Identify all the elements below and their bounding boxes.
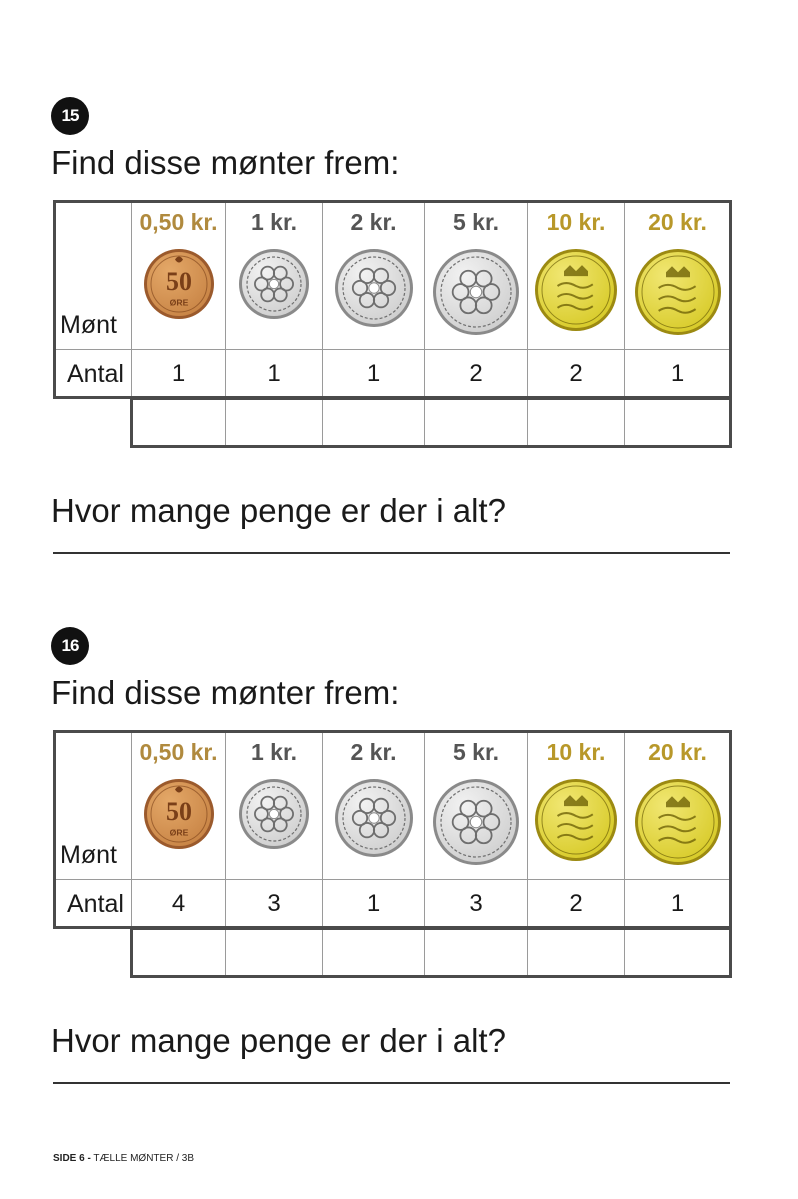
answer-line[interactable]: [53, 552, 730, 554]
denomination-label: 1 kr.: [250, 209, 298, 235]
footer-title: TÆLLE MØNTER / 3B: [93, 1153, 194, 1164]
answer-cell[interactable]: [625, 399, 731, 448]
denomination-label: 0,50 kr.: [139, 209, 218, 235]
coin-cell: [425, 731, 528, 880]
answer-cell[interactable]: [132, 929, 226, 978]
coin-count: 2: [528, 880, 625, 929]
silver-coin-icon: [334, 248, 414, 328]
coin-count: 2: [425, 350, 528, 399]
coin-count: 1: [625, 350, 731, 399]
coin-count: 1: [226, 350, 323, 399]
exercise-16: [0, 627, 798, 1097]
coin-count: 1: [132, 350, 226, 399]
silver-coin-icon: [432, 778, 520, 866]
answer-row: [54, 929, 731, 978]
answer-line[interactable]: [53, 1082, 730, 1084]
coin-count: 3: [226, 880, 323, 929]
answer-cell[interactable]: [132, 399, 226, 448]
gold-coin-icon: [634, 248, 722, 336]
coin-count: 1: [323, 350, 425, 399]
coin-row-label: Mønt: [60, 841, 117, 869]
gold-coin-icon: [534, 778, 618, 862]
coin-cell: [226, 731, 323, 880]
exercise-instruction: Find disse mønter frem:: [51, 674, 400, 711]
denomination-label: 5 kr.: [452, 739, 500, 765]
count-row: [54, 880, 731, 929]
coin-cell: [528, 731, 625, 880]
svg-text:50: 50: [165, 267, 192, 296]
answer-cell[interactable]: [528, 399, 625, 448]
denomination-label: 1 kr.: [250, 739, 298, 765]
coin-row: [54, 201, 731, 350]
exercise-number-badge: 16: [51, 627, 89, 665]
coin-table: [53, 730, 731, 978]
denomination-label: 10 kr.: [546, 739, 606, 765]
silver-coin-icon: [238, 778, 310, 850]
coin-cell: [625, 201, 731, 350]
denomination-label: 5 kr.: [452, 209, 500, 235]
gold-coin-icon: [534, 248, 618, 332]
exercise-instruction: Find disse mønter frem:: [51, 144, 400, 181]
coin-row-label: Mønt: [60, 311, 117, 339]
question-text: Hvor mange penge er der i alt?: [51, 1022, 506, 1059]
answer-cell[interactable]: [528, 929, 625, 978]
coin-count: 2: [528, 350, 625, 399]
answer-cell[interactable]: [226, 929, 323, 978]
svg-text:ØRE: ØRE: [169, 827, 188, 838]
page-footer: [53, 1153, 194, 1164]
denomination-label: 20 kr.: [648, 209, 707, 235]
exercise-number-badge: 15: [51, 97, 89, 135]
coin-count: 4: [132, 880, 226, 929]
silver-coin-icon: [334, 778, 414, 858]
answer-row: [54, 399, 731, 448]
coin-cell: [323, 731, 425, 880]
silver-coin-icon: [238, 248, 310, 320]
coin-cell: [132, 731, 226, 880]
answer-cell[interactable]: [323, 929, 425, 978]
coin-row: [54, 731, 731, 880]
coin-count: 1: [323, 880, 425, 929]
answer-cell[interactable]: [425, 929, 528, 978]
svg-text:ØRE: ØRE: [169, 297, 188, 308]
answer-cell[interactable]: [625, 929, 731, 978]
coin-cell: [226, 201, 323, 350]
answer-cell[interactable]: [226, 399, 323, 448]
copper-coin-icon: [143, 248, 215, 320]
svg-text:50: 50: [165, 797, 192, 826]
answer-cell[interactable]: [425, 399, 528, 448]
coin-cell: [625, 731, 731, 880]
footer-page-number: SIDE 6 -: [53, 1153, 91, 1164]
coin-cell: [425, 201, 528, 350]
copper-coin-icon: [143, 778, 215, 850]
denomination-label: 2 kr.: [350, 209, 397, 235]
denomination-label: 0,50 kr.: [139, 739, 218, 765]
answer-cell[interactable]: [323, 399, 425, 448]
gold-coin-icon: [634, 778, 722, 866]
answer-row-spacer: [54, 399, 132, 448]
silver-coin-icon: [432, 248, 520, 336]
count-row: [54, 350, 731, 399]
count-row-label-cell: [54, 880, 132, 929]
count-row-label-cell: [54, 350, 132, 399]
coin-cell: [528, 201, 625, 350]
denomination-label: 2 kr.: [350, 739, 397, 765]
coin-cell: [323, 201, 425, 350]
coin-cell: [132, 201, 226, 350]
count-row-label: Antal: [67, 889, 124, 918]
coin-row-label-cell: [54, 731, 132, 880]
question-text: Hvor mange penge er der i alt?: [51, 492, 506, 529]
denomination-label: 10 kr.: [546, 209, 606, 235]
answer-row-spacer: [54, 929, 132, 978]
exercise-15: [0, 97, 798, 567]
coin-table: [53, 200, 731, 448]
coin-count: 3: [425, 880, 528, 929]
coin-row-label-cell: [54, 201, 132, 350]
denomination-label: 20 kr.: [648, 739, 707, 765]
count-row-label: Antal: [67, 359, 124, 388]
coin-count: 1: [625, 880, 731, 929]
